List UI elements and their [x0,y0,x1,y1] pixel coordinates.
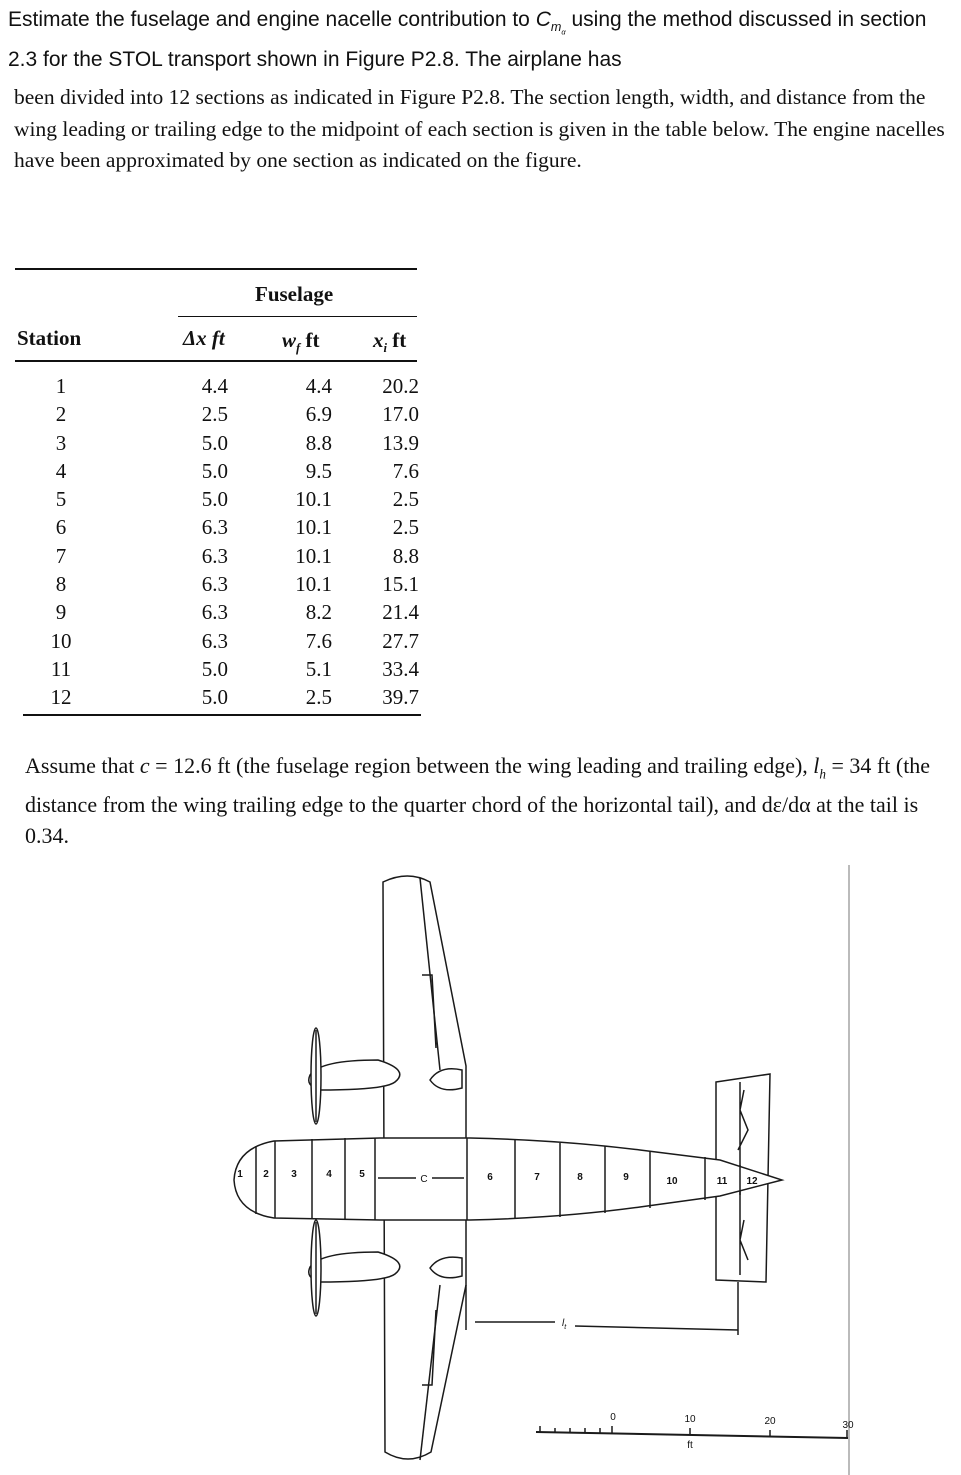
table-cell: 8.8 [392,543,419,568]
fuselage-outline [234,1138,782,1220]
wf-column [270,372,332,712]
table-cell: 6.3 [201,543,228,568]
header-rule [15,360,417,362]
section-label: 9 [623,1172,629,1183]
table-cell: 5.0 [201,458,228,483]
table-cell: 20.2 [382,374,419,398]
table-cell: 12 [50,685,72,710]
table-cell: 6.3 [201,628,228,653]
table-cell: 4 [55,458,67,483]
table-cell: 5.0 [201,487,228,512]
scale-unit-label: ft [687,1440,693,1451]
table-cell: 9.5 [305,458,332,483]
fuselage-group-header: Fuselage [255,282,334,306]
scale-label: 20 [764,1416,776,1427]
table-top-rule [15,268,417,270]
section-label: 4 [326,1169,332,1180]
table-cell: 6.9 [305,402,332,427]
table-cell: 8.2 [305,600,332,625]
table-cell: 2.5 [392,515,419,540]
table-cell: 6.3 [201,572,228,597]
scale-line [536,1432,848,1438]
upper-engine-nacelle [309,1060,400,1090]
problem-description: been divided into 12 sections as indicated in Figure P2.8. The section length, width, and distance from the wing leading or trailing edge to the midpoint of each section is given in the table below. The engine nacelles have been approximated by one section as indicated on the figure. [14,85,945,172]
table-cell: 5.1 [305,656,332,681]
table-cell: 3 [55,430,67,455]
section-label: 6 [487,1172,493,1183]
table-cell: 17.0 [382,402,419,427]
table-cell: 21.4 [382,600,419,625]
scale-label: 10 [684,1414,696,1425]
table-cell: 10.1 [295,487,332,512]
table-cell: 4.4 [201,374,228,398]
table-cell: 2.5 [305,685,332,710]
lower-engine-nacelle [309,1252,400,1282]
table-cell: 10.1 [295,543,332,568]
table-cell: 5 [55,487,67,512]
cm-alpha-symbol: $C_{m_\alpha}$ [535,8,566,37]
wf-header: $w_f$ ft [282,328,320,356]
chord-label: C [420,1174,428,1185]
table-cell: 33.4 [382,656,419,681]
table-cell: 6.3 [201,600,228,625]
group-header-rule [178,316,417,317]
table-cell: 11 [50,656,72,681]
section-label: 10 [666,1176,678,1187]
table-cell: 7 [55,543,67,568]
table-cell: 10 [50,628,72,653]
table-cell: 2 [55,402,67,427]
table-cell: 1 [55,374,67,398]
section-label: 11 [716,1176,728,1187]
table-cell: 15.1 [382,572,419,597]
tail-arm-label: $l_t$ [562,1318,567,1331]
table-cell: 7.6 [392,458,419,483]
dx-header: Δx ft [183,326,225,350]
problem-statement: Estimate the fuselage and engine nacelle contribution to $C_{m_\alpha}$ using the method discussed in section 2.3 for the STOL transport shown in Figure P2.8. The airplane has [8,8,927,71]
table-cell: 5.0 [201,430,228,455]
section-label: 5 [359,1169,365,1180]
tail-arm-line [575,1326,738,1330]
table-cell: 9 [55,600,67,625]
table-cell: 5.0 [201,685,228,710]
table-cell: 13.9 [382,430,419,455]
table-cell: 5.0 [201,656,228,681]
table-cell: 7.6 [305,628,332,653]
table-cell: 8.8 [305,430,332,455]
scale-label: 30 [842,1420,854,1431]
station-header: Station [17,326,82,350]
section-label: 12 [746,1176,758,1187]
section-label: 3 [291,1169,297,1180]
xi-column [355,372,419,712]
table-cell: 8 [55,572,67,597]
table-cell: 27.7 [382,628,419,653]
assumptions-text: Assume that c = 12.6 ft (the fuselage region between the wing leading and trailing edge), $l_h = 34$ ft (the distance from the wing trailing edge to the quarter chord of the horizontal tail), and dε/dα at the tail is 0.34. [25,753,931,849]
table-cell: 6 [55,515,67,540]
stol-transport-figure [0,860,961,1475]
table-cell: 4.4 [305,374,332,398]
table-bottom-rule [23,714,421,716]
table-cell: 2.5 [201,402,228,427]
scale-bar [536,1412,854,1451]
table-cell: 6.3 [201,515,228,540]
xi-header: $x_i$ ft [373,328,407,356]
scale-label: 0 [610,1412,616,1423]
section-label: 7 [534,1172,540,1183]
dx-column [170,372,228,712]
table-cell: 10.1 [295,515,332,540]
section-label: 8 [577,1172,583,1183]
section-label: 1 [237,1169,243,1180]
section-label: 2 [263,1169,269,1180]
station-column [18,372,104,712]
table-cell: 2.5 [392,487,419,512]
table-cell: 10.1 [295,572,332,597]
table-cell: 39.7 [382,685,419,710]
